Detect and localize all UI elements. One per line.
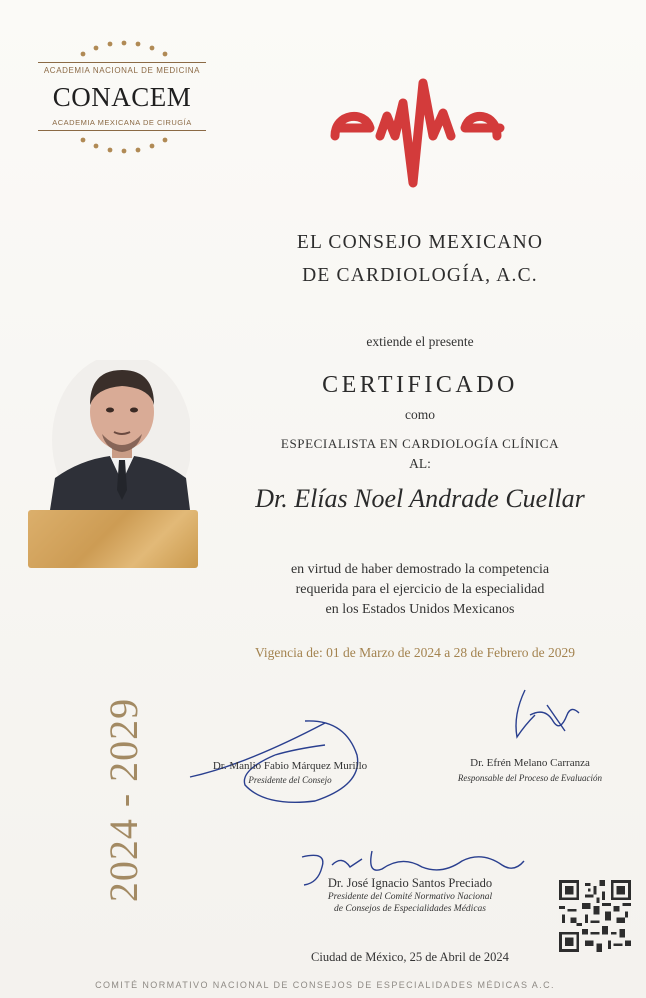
competence-line-2: requerida para el ejercicio de la especialidad — [295, 582, 545, 597]
signatory-center-name: Dr. José Ignacio Santos Preciado — [327, 876, 493, 890]
al-text: AL: — [409, 456, 431, 471]
recipient-photo — [50, 360, 190, 510]
conacem-bottom-line: ACADEMIA MEXICANA DE CIRUGÍA — [52, 118, 192, 127]
validity-years-vertical: 2024 - 2029 — [101, 697, 146, 903]
como-text: como — [405, 407, 435, 422]
signatory-right-name: Dr. Efrén Melano Carranza — [470, 757, 590, 769]
signatory-center-role-line2: de Consejos de Especialidades Médicas — [334, 904, 486, 914]
qr-code — [558, 880, 632, 952]
place-and-date: Ciudad de México, 25 de Abril de 2024 — [311, 950, 509, 964]
council-title-line2: DE CARDIOLOGÍA, A.C. — [302, 265, 538, 286]
certificate-heading: CERTIFICADO — [322, 372, 518, 398]
signatory-center-role-line1: Presidente del Comité Normativo Nacional — [327, 892, 493, 902]
recipient-name: Dr. Elías Noel Andrade Cuellar — [255, 484, 585, 513]
signature-melano — [505, 685, 585, 745]
council-title-line1: EL CONSEJO MEXICANO — [296, 232, 544, 253]
competence-line-3: en los Estados Unidos Mexicanos — [325, 602, 515, 617]
conacem-dots-top — [38, 38, 208, 58]
conacem-name: CONACEM — [52, 82, 192, 112]
cmc-heartbeat-logo — [325, 58, 510, 193]
conacem-dots-bottom — [38, 136, 208, 156]
conacem-top-line: ACADEMIA NACIONAL DE MEDICINA — [43, 66, 201, 75]
conacem-logo — [38, 38, 208, 156]
signatory-left-role: Presidente del Consejo — [248, 775, 332, 785]
signatory-right-role: Responsable del Proceso de Evaluación — [457, 773, 603, 783]
footer-committee: COMITÉ NORMATIVO NACIONAL DE CONSEJOS DE ESPECIALIDADES MÉDICAS A.C. — [95, 980, 555, 990]
validity-text: Vigencia de: 01 de Marzo de 2024 a 28 de Febrero de 2029 — [254, 645, 576, 660]
signatory-left-name: Dr. Manlio Fabio Márquez Murillo — [212, 760, 368, 772]
extiende-text: extiende el presente — [366, 334, 474, 349]
specialty-text: ESPECIALISTA EN CARDIOLOGÍA CLÍNICA — [280, 436, 560, 451]
competence-line-1: en virtud de haber demostrado la competencia — [290, 562, 550, 577]
gold-seal-sticker — [28, 510, 198, 568]
